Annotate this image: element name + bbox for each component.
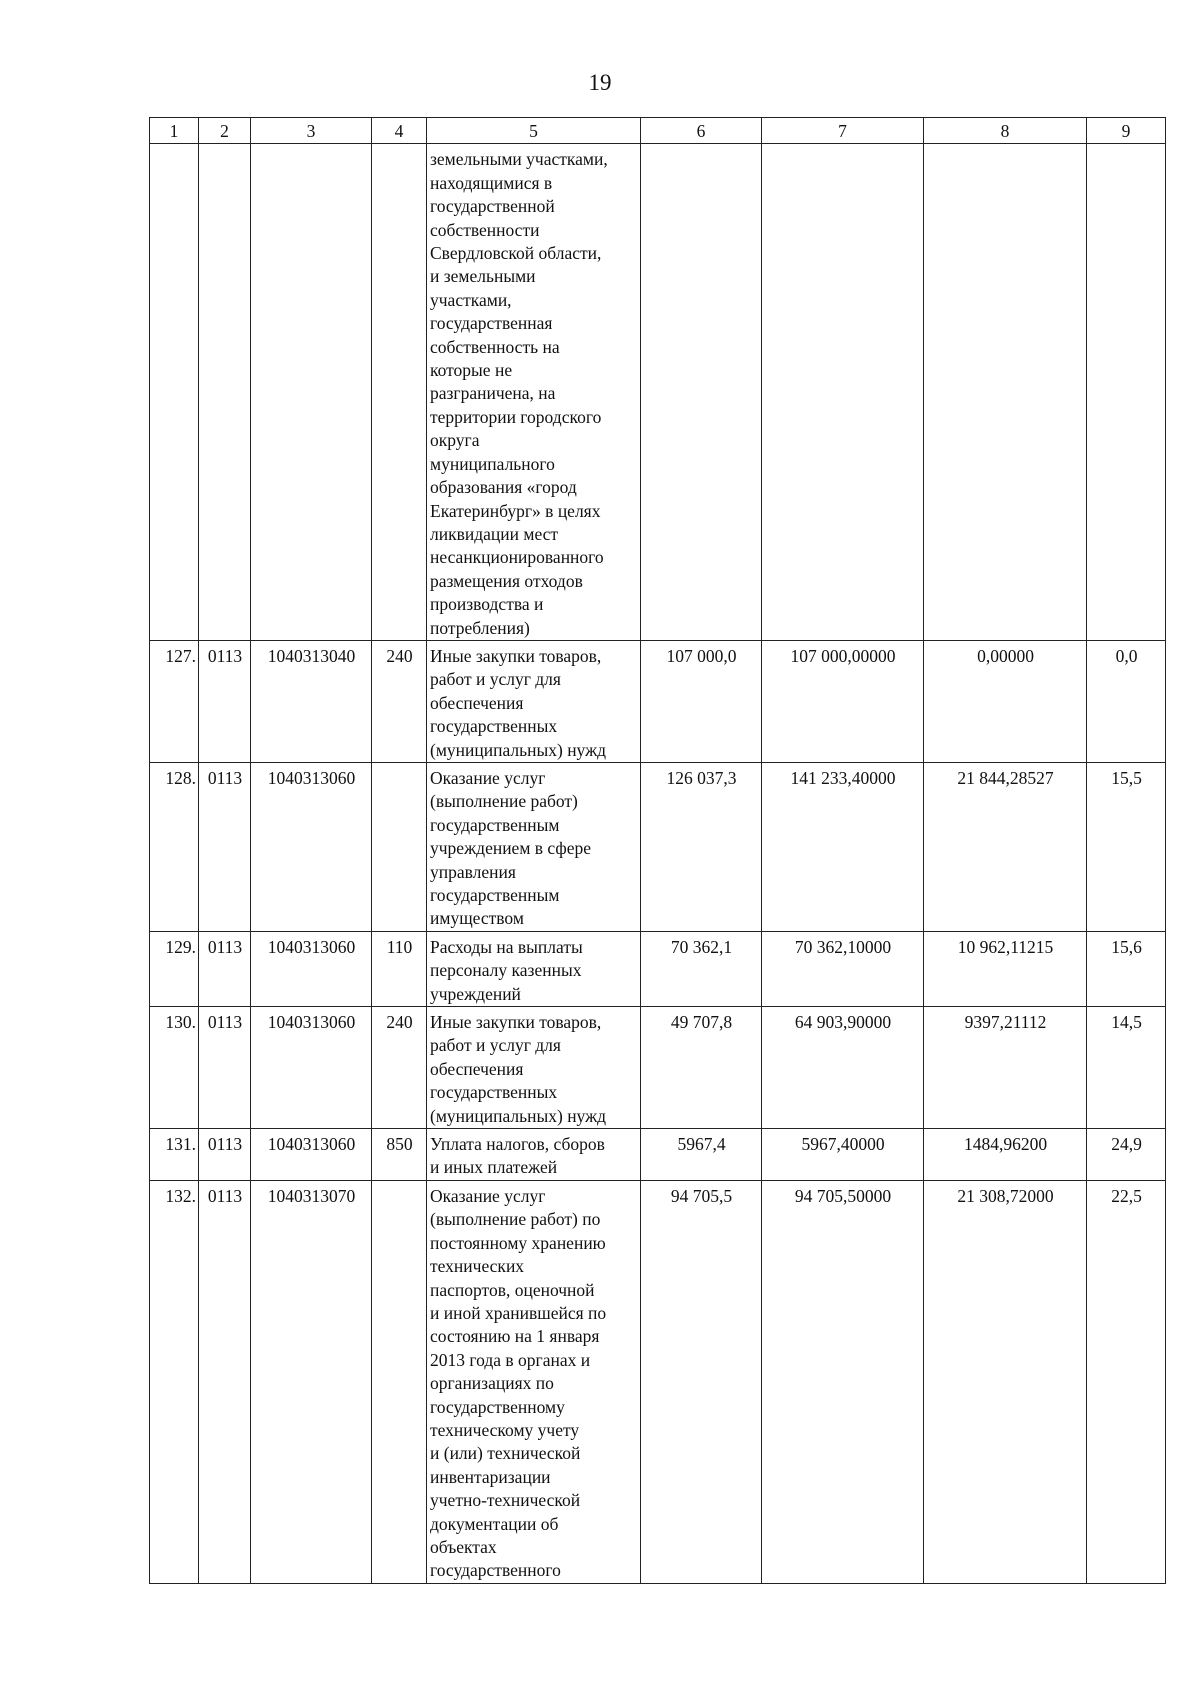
row-number: 132. [150,1180,199,1583]
execution-percent: 24,9 [1087,1129,1166,1181]
execution-percent: 14,5 [1087,1007,1166,1129]
execution-percent: 0,0 [1087,640,1166,762]
table-row [150,931,1166,1006]
executed-amount [924,144,1087,641]
target-article-code: 1040313060 [251,931,372,1006]
table-row [150,762,1166,931]
section-code: 0113 [199,1180,251,1583]
section-code: 0113 [199,931,251,1006]
specified-amount [762,144,924,641]
planned-amount: 49 707,8 [641,1007,762,1129]
target-article-code: 1040313040 [251,640,372,762]
row-description: земельными участками, находящимися в государственной собственности Свердловской области, и земельными участками, государственная собственность на которые не разграничена, на территории городского округа муниципального образования «город Екатеринбург» в целях ликвидации мест несанкционированного размещения отходов производства и потребления) [427,144,641,641]
specified-amount: 94 705,50000 [762,1180,924,1583]
row-description: Оказание услуг (выполнение работ) государственным учреждением в сфере управления государственным имуществом [427,762,641,931]
executed-amount: 10 962,11215 [924,931,1087,1006]
specified-amount: 141 233,40000 [762,762,924,931]
column-header: 3 [251,118,372,144]
column-header: 2 [199,118,251,144]
row-description: Иные закупки товаров, работ и услуг для обеспечения государственных (муниципальных) нужд [427,640,641,762]
execution-percent [1087,144,1166,641]
row-number: 131. [150,1129,199,1181]
table-row [150,144,1166,641]
section-code: 0113 [199,1007,251,1129]
row-description: Уплата налогов, сборов и иных платежей [427,1129,641,1181]
planned-amount: 126 037,3 [641,762,762,931]
planned-amount: 94 705,5 [641,1180,762,1583]
page-number: 19 [588,70,612,95]
table-row [150,640,1166,762]
row-number: 130. [150,1007,199,1129]
target-article-code [251,144,372,641]
budget-table [149,117,1166,1584]
row-number: 128. [150,762,199,931]
row-description: Оказание услуг (выполнение работ) по постоянному хранению технических паспортов, оценочной и иной хранившейся по состоянию на 1 января 2013 года в органах и организациях по государственному техническому учету и (или) технической инвентаризации учетно-технической документации об объектах государственного [427,1180,641,1583]
specified-amount: 5967,40000 [762,1129,924,1181]
row-number [150,144,199,641]
executed-amount: 0,00000 [924,640,1087,762]
specified-amount: 70 362,10000 [762,931,924,1006]
column-header: 1 [150,118,199,144]
section-code: 0113 [199,1129,251,1181]
executed-amount: 21 308,72000 [924,1180,1087,1583]
expense-type-code: 110 [372,931,427,1006]
row-number: 129. [150,931,199,1006]
specified-amount: 64 903,90000 [762,1007,924,1129]
row-description: Иные закупки товаров, работ и услуг для обеспечения государственных (муниципальных) нужд [427,1007,641,1129]
execution-percent: 15,5 [1087,762,1166,931]
target-article-code: 1040313060 [251,1129,372,1181]
table-row [150,1129,1166,1181]
executed-amount: 1484,96200 [924,1129,1087,1181]
row-description: Расходы на выплаты персоналу казенных учреждений [427,931,641,1006]
execution-percent: 15,6 [1087,931,1166,1006]
execution-percent: 22,5 [1087,1180,1166,1583]
planned-amount: 5967,4 [641,1129,762,1181]
table-row [150,1007,1166,1129]
planned-amount [641,144,762,641]
executed-amount: 21 844,28527 [924,762,1087,931]
target-article-code: 1040313060 [251,762,372,931]
column-header: 6 [641,118,762,144]
column-header: 8 [924,118,1087,144]
section-code: 0113 [199,762,251,931]
column-header: 9 [1087,118,1166,144]
expense-type-code: 240 [372,640,427,762]
column-header: 7 [762,118,924,144]
executed-amount: 9397,21112 [924,1007,1087,1129]
expense-type-code [372,1180,427,1583]
expense-type-code: 850 [372,1129,427,1181]
planned-amount: 70 362,1 [641,931,762,1006]
planned-amount: 107 000,0 [641,640,762,762]
expense-type-code [372,762,427,931]
column-header: 5 [427,118,641,144]
target-article-code: 1040313060 [251,1007,372,1129]
expense-type-code [372,144,427,641]
target-article-code: 1040313070 [251,1180,372,1583]
section-code: 0113 [199,640,251,762]
specified-amount: 107 000,00000 [762,640,924,762]
expense-type-code: 240 [372,1007,427,1129]
header-row [150,118,1166,144]
section-code [199,144,251,641]
column-header: 4 [372,118,427,144]
row-number: 127. [150,640,199,762]
table-row [150,1180,1166,1583]
